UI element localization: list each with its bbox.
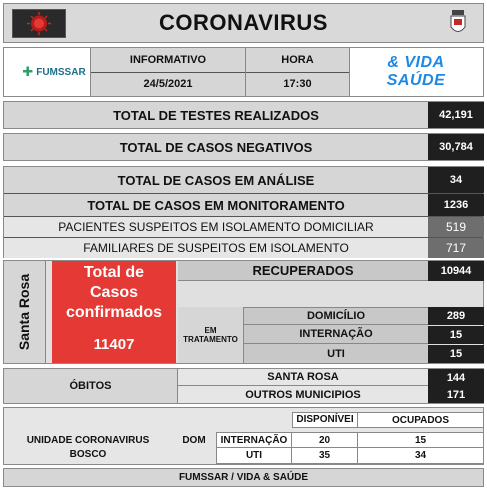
vida-saude-logo: & VIDA SAÚDE: [386, 54, 446, 89]
informativo-label: INFORMATIVO: [129, 54, 207, 66]
unidade-uti-ocup: 34: [358, 448, 484, 464]
header-bar: [3, 3, 484, 43]
internacao-value: 15: [428, 326, 484, 344]
negativos-row: [3, 133, 484, 161]
testes-value: 42,191: [428, 102, 484, 128]
analise-block: [3, 166, 484, 258]
confirmados-value: 11407: [93, 335, 135, 353]
domicilio-label: DOMICÍLIO: [244, 307, 428, 325]
isolamento-pacientes-label: PACIENTES SUSPEITOS EM ISOLAMENTO DOMICILIAR: [4, 217, 428, 237]
dom-label: DOM: [182, 434, 206, 446]
obitos-block: [3, 368, 484, 404]
confirmados-block: [3, 260, 484, 364]
total-confirmados-panel: [52, 261, 176, 363]
info-row: [3, 47, 484, 97]
negativos-value: 30,784: [428, 134, 484, 160]
ocupados-label: OCUPADOS: [358, 412, 484, 428]
cross-icon: ✚: [22, 64, 34, 79]
uti-label: UTI: [244, 344, 428, 363]
analise-value: 34: [428, 167, 484, 193]
unidade-uti-disp: 35: [292, 448, 358, 464]
confirmados-line-2: Casos: [89, 284, 139, 301]
footer-text: FUMSSAR / VIDA & SAÚDE: [178, 472, 309, 483]
confirmados-line-1: Total de: [83, 264, 145, 281]
unidade-label-1: UNIDADE CORONAVIRUS: [26, 434, 150, 446]
unidade-internacao-disp: 20: [292, 432, 358, 448]
date-value: 24/5/2021: [143, 78, 193, 90]
uti-value: 15: [428, 345, 484, 363]
obitos-label: ÓBITOS: [4, 369, 178, 403]
testes-row: [3, 101, 484, 129]
unidade-uti-label: UTI: [216, 448, 292, 464]
unidade-block: [3, 407, 484, 465]
santa-rosa-side-label: Santa Rosa: [4, 261, 46, 363]
obitos-santa-rosa-value: 144: [428, 369, 484, 386]
footer-bar: [3, 468, 484, 487]
page-title: CORONAVIRUS: [159, 10, 328, 35]
confirmados-line-3: confirmados: [65, 304, 162, 321]
isolamento-familiares-label: FAMILIARES DE SUSPEITOS EM ISOLAMENTO: [4, 238, 428, 258]
isolamento-pacientes-value: 519: [428, 217, 484, 237]
internacao-label: INTERNAÇÃO: [244, 325, 428, 344]
fumssar-logo-text: FUMSSAR: [36, 66, 86, 78]
domicilio-value: 289: [428, 307, 484, 325]
unidade-internacao-label: INTERNAÇÃO: [216, 432, 292, 448]
time-value: 17:30: [283, 78, 312, 90]
recuperados-label: RECUPERADOS: [178, 261, 428, 281]
monitoramento-label: TOTAL DE CASOS EM MONITORAMENTO: [87, 197, 345, 213]
negativos-label: TOTAL DE CASOS NEGATIVOS: [119, 139, 313, 155]
recuperados-value: 10944: [428, 261, 484, 281]
disponiveis-label: DISPONÍVEI: [292, 412, 358, 428]
obitos-outros-label: OUTROS MUNICIPIOS: [178, 386, 428, 403]
info-time-panel: [246, 48, 350, 96]
testes-label: TOTAL DE TESTES REALIZADOS: [113, 107, 319, 123]
analise-label: TOTAL DE CASOS EM ANÁLISE: [117, 172, 315, 188]
tratamento-label: EM TRATAMENTO: [178, 307, 244, 363]
unidade-internacao-ocup: 15: [358, 432, 484, 448]
info-date-panel: [90, 48, 246, 96]
monitoramento-value: 1236: [428, 194, 484, 216]
hora-label: HORA: [281, 54, 314, 66]
obitos-santa-rosa-label: SANTA ROSA: [178, 369, 428, 386]
fumssar-logo: [16, 62, 92, 82]
isolamento-familiares-value: 717: [428, 238, 484, 258]
unidade-label-2: BOSCO: [69, 448, 107, 460]
coat-of-arms-icon: [449, 10, 467, 36]
obitos-outros-value: 171: [428, 386, 484, 403]
